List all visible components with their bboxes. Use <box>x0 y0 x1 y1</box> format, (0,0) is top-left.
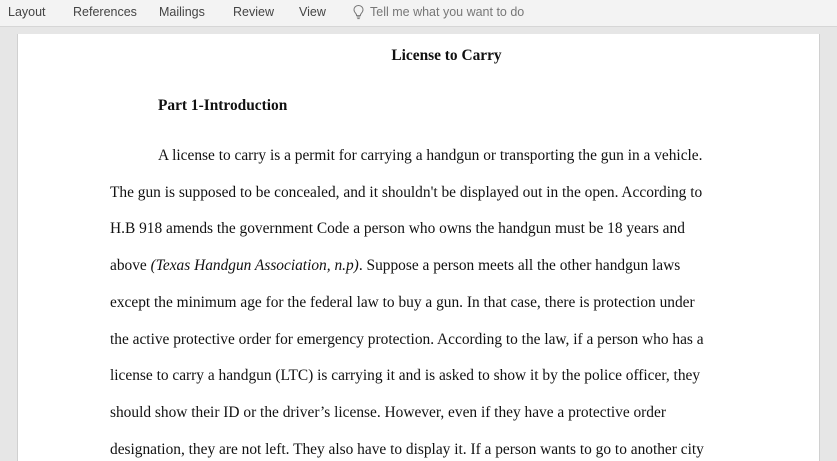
tab-view[interactable]: View <box>299 5 326 19</box>
paragraph-line: The gun is supposed to be concealed, and it shouldn't be displayed out in the open. According to <box>110 184 703 201</box>
citation: (Texas Handgun Association, n.p) <box>150 257 359 274</box>
paragraph-line: designation, they are not left. They also have to display it. If a person wants to go to another city <box>110 441 704 458</box>
tell-me-placeholder: Tell me what you want to do <box>370 5 525 19</box>
paragraph-line: except the minimum age for the federal law to buy a gun. In that case, there is protection under <box>110 294 695 311</box>
paragraph-line: A license to carry is a permit for carrying a handgun or transporting the gun in a vehicle. <box>158 147 703 164</box>
document-title: License to Carry <box>391 47 502 64</box>
text-run: above <box>110 257 151 274</box>
paragraph-line: license to carry a handgun (LTC) is carrying it and is asked to show it by the police officer, they <box>110 367 701 384</box>
text-run: . Suppose a person meets all the other handgun laws <box>358 257 681 274</box>
paragraph-line: H.B 918 amends the government Code a person who owns the handgun must be 18 years and <box>110 220 685 237</box>
tab-references[interactable]: References <box>73 5 137 19</box>
section-heading: Part 1-Introduction <box>158 97 288 114</box>
paragraph-line: should show their ID or the driver’s license. However, even if they have a protective order <box>110 404 666 421</box>
paragraph-line-citation <box>110 257 680 275</box>
paragraph-line: the active protective order for emergency protection. According to the law, if a person who has a <box>110 331 704 348</box>
tab-review[interactable]: Review <box>233 5 274 19</box>
tab-layout[interactable]: Layout <box>8 5 46 19</box>
tab-mailings[interactable]: Mailings <box>159 5 205 19</box>
